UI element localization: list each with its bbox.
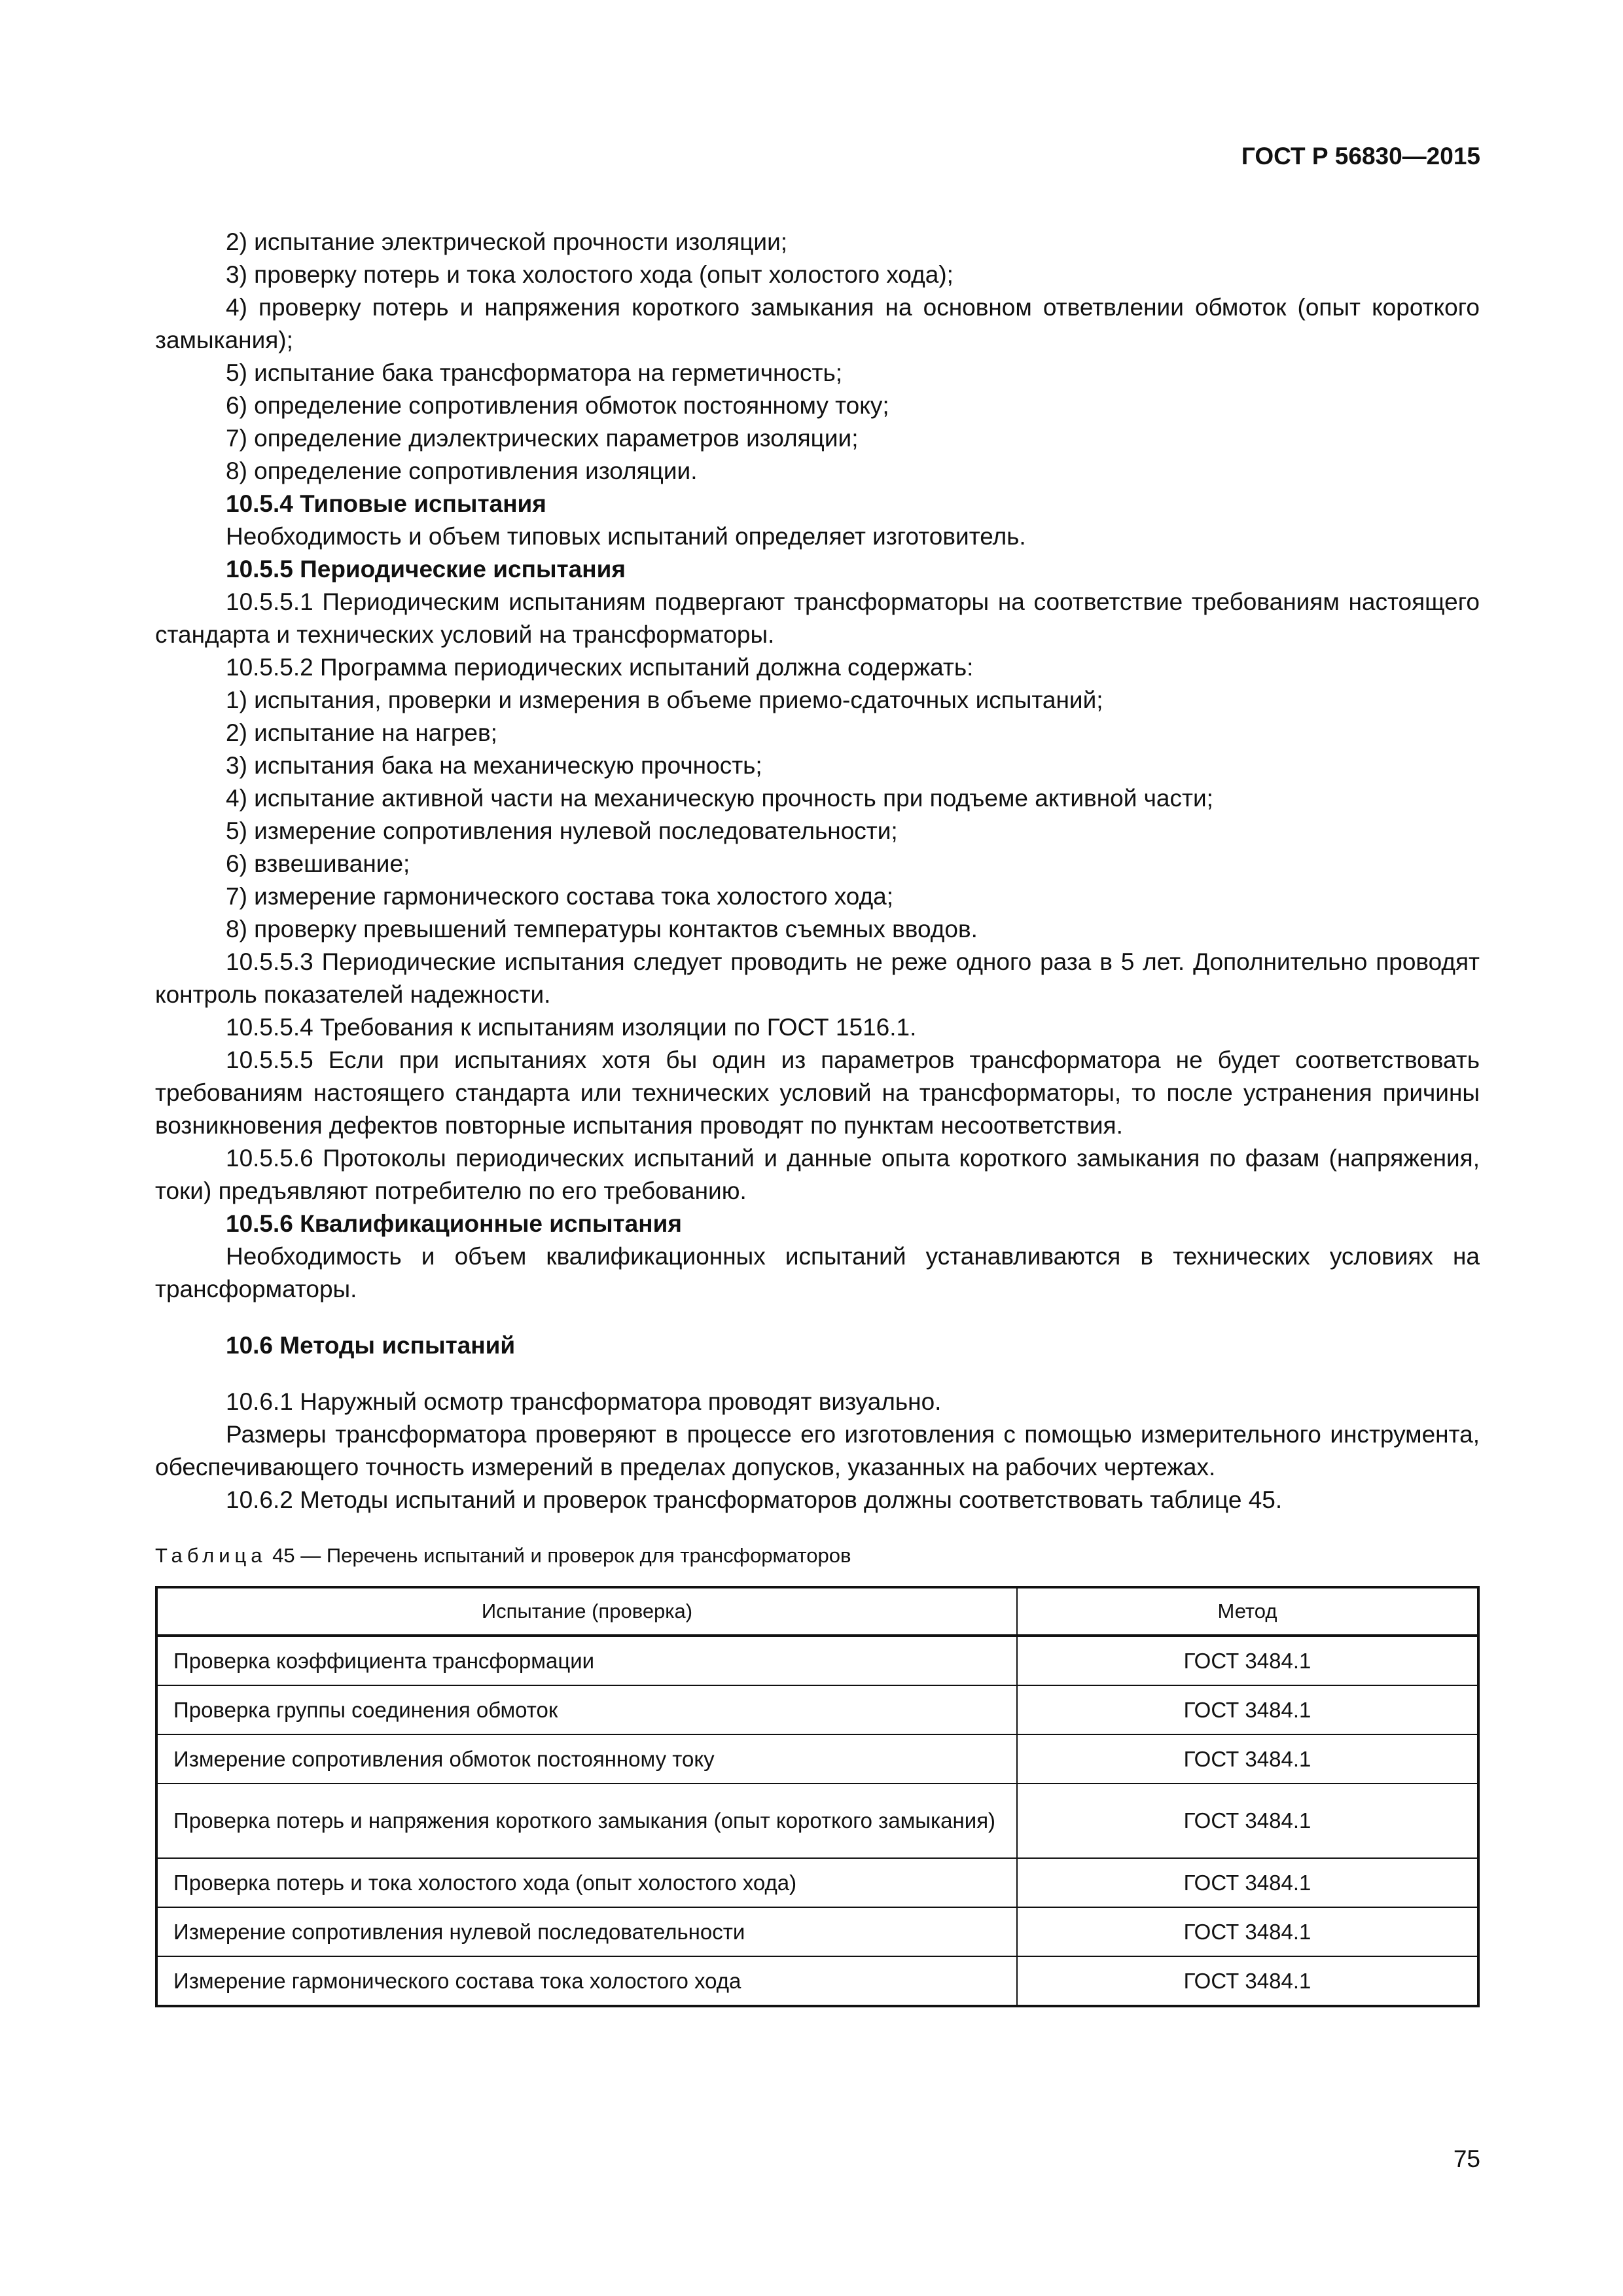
page-content (155, 226, 1480, 2007)
section-heading-10-5-4: 10.5.4 Типовые испытания (226, 490, 546, 517)
paragraph: Необходимость и объем типовых испытаний определяет изготовитель. (226, 523, 1026, 550)
test-name-cell: Проверка коэффициента трансформации (156, 1636, 1017, 1685)
method-cell: ГОСТ 3484.1 (1017, 1956, 1478, 2006)
tests-table (155, 1586, 1480, 2007)
table-row (156, 1784, 1478, 1858)
method-cell: ГОСТ 3484.1 (1017, 1685, 1478, 1734)
method-cell: ГОСТ 3484.1 (1017, 1636, 1478, 1685)
paragraph: 10.5.5.6 Протоколы периодических испытаний и данные опыта короткого замыкания по фазам (напряжения, токи) предъявляют потребителю по его требованию. (155, 1145, 1480, 1204)
table-caption-text: 45 — Перечень испытаний и проверок для трансформаторов (266, 1544, 851, 1567)
paragraph: Необходимость и объем квалификационных испытаний устанавливаются в технических условиях на трансформаторы. (155, 1243, 1480, 1302)
list-item: 6) взвешивание; (226, 850, 410, 877)
list-item: 7) определение диэлектрических параметров изоляции; (226, 425, 859, 452)
paragraph: 10.5.5.5 Если при испытаниях хотя бы один из параметров трансформатора не будет соответствовать требованиям настоящего стандарта или технических условий на трансформаторы, то после устранения причины возникновения дефектов повторные испытания проводят по пунктам несоответствия. (155, 1047, 1480, 1139)
list-item: 3) испытания бака на механическую прочность; (226, 752, 762, 779)
table-row (156, 1636, 1478, 1685)
method-cell: ГОСТ 3484.1 (1017, 1784, 1478, 1858)
list-item: 4) проверку потерь и напряжения короткого замыкания на основном ответвлении обмоток (опыт короткого замыкания); (155, 294, 1480, 353)
section-heading-10-5-6: 10.5.6 Квалификационные испытания (226, 1210, 682, 1237)
paragraph: Размеры трансформатора проверяют в процессе его изготовления с помощью измерительного инструмента, обеспечивающего точность измерений в пределах допусков, указанных на рабочих чертежах. (155, 1421, 1480, 1480)
test-name-cell: Проверка группы соединения обмоток (156, 1685, 1017, 1734)
list-item: 1) испытания, проверки и измерения в объеме приемо-сдаточных испытаний; (226, 687, 1103, 713)
test-name-cell: Измерение сопротивления нулевой последовательности (156, 1907, 1017, 1956)
list-item: 5) испытание бака трансформатора на герметичность; (226, 359, 843, 386)
table-row (156, 1685, 1478, 1734)
list-item: 7) измерение гармонического состава тока холостого хода; (226, 883, 894, 910)
column-header-method: Метод (1017, 1587, 1478, 1636)
column-header-test: Испытание (проверка) (156, 1587, 1017, 1636)
paragraph: 10.6.1 Наружный осмотр трансформатора проводят визуально. (226, 1388, 942, 1415)
method-cell: ГОСТ 3484.1 (1017, 1734, 1478, 1784)
table-row (156, 1734, 1478, 1784)
page-number: 75 (1453, 2145, 1480, 2172)
section-heading-10-5-5: 10.5.5 Периодические испытания (226, 556, 626, 583)
table-row (156, 1907, 1478, 1956)
list-item: 2) испытание электрической прочности изоляции; (226, 228, 788, 255)
paragraph: 10.5.5.1 Периодическим испытаниям подвергают трансформаторы на соответствие требованиям настоящего стандарта и технических условий на трансформаторы. (155, 588, 1480, 648)
list-item: 8) определение сопротивления изоляции. (226, 457, 698, 484)
list-item: 8) проверку превышений температуры контактов съемных вводов. (226, 916, 978, 942)
paragraph: 10.5.5.3 Периодические испытания следует проводить не реже одного раза в 5 лет. Дополнительно проводят контроль показателей надежности. (155, 948, 1480, 1008)
list-item: 4) испытание активной части на механическую прочность при подъеме активной части; (226, 785, 1213, 812)
table-row (156, 1956, 1478, 2006)
list-item: 5) измерение сопротивления нулевой последовательности; (226, 817, 898, 844)
method-cell: ГОСТ 3484.1 (1017, 1907, 1478, 1956)
table-caption (155, 1543, 1480, 1569)
table-caption-label: Таблица (155, 1544, 267, 1567)
paragraph: 10.5.5.2 Программа периодических испытаний должна содержать: (226, 654, 974, 681)
list-item: 6) определение сопротивления обмоток постоянному току; (226, 392, 889, 419)
method-cell: ГОСТ 3484.1 (1017, 1858, 1478, 1907)
paragraph: 10.5.5.4 Требования к испытаниям изоляции по ГОСТ 1516.1. (226, 1014, 917, 1041)
paragraph: 10.6.2 Методы испытаний и проверок трансформаторов должны соответствовать таблице 45. (226, 1486, 1283, 1513)
list-item: 3) проверку потерь и тока холостого хода (опыт холостого хода); (226, 261, 954, 288)
test-name-cell: Измерение сопротивления обмоток постоянному току (156, 1734, 1017, 1784)
document-number-header: ГОСТ Р 56830—2015 (1241, 143, 1480, 170)
test-name-cell: Проверка потерь и напряжения короткого замыкания (опыт короткого замыкания) (156, 1784, 1017, 1858)
table-row (156, 1858, 1478, 1907)
list-item: 2) испытание на нагрев; (226, 719, 497, 746)
test-name-cell: Измерение гармонического состава тока холостого хода (156, 1956, 1017, 2006)
test-name-cell: Проверка потерь и тока холостого хода (опыт холостого хода) (156, 1858, 1017, 1907)
table-header-row (156, 1587, 1478, 1636)
section-heading-10-6: 10.6 Методы испытаний (226, 1332, 516, 1359)
